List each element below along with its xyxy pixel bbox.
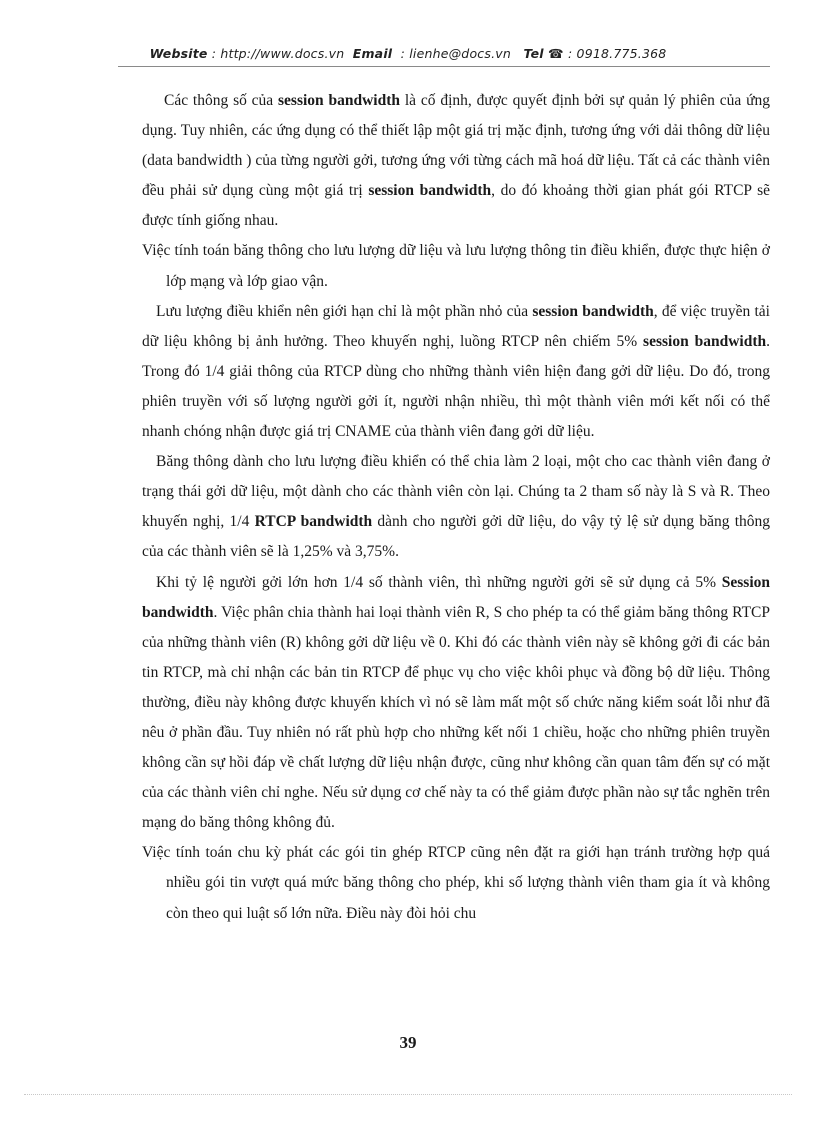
phone-icon: ☎ — [547, 46, 564, 61]
page-number: 39 — [399, 1033, 417, 1052]
paragraph-4: Băng thông dành cho lưu lượng điều khiển có thể chia làm 2 loại, một cho cac thành viên đang ở trạng thái gởi dữ liệu, một dành cho các thành viên còn lại. Chúng ta 2 tham số này là S và R. Theo khuyến nghị, 1/4 RTCP bandwidth dành cho người gởi dữ liệu, do vậy tỷ lệ sử dụng băng thông của các thành viên sẽ là 1,25% và 3,75%. — [142, 453, 770, 561]
paragraph-3: Lưu lượng điều khiển nên giới hạn chỉ là một phần nhỏ của session bandwidth, để việc truyền tải dữ liệu không bị ảnh hưởng. Theo khuyến nghị, luồng RTCP nên chiếm 5% session bandwidth. Trong đó 1/4 giải thông của RTCP dùng cho những thành viên hiện đang gởi dữ liệu. Do đó, trong phiên truyền với số lượng người gởi ít, người nhận nhiều, thì một thành viên mới kết nối có thể nhanh chóng nhận được giá trị CNAME của thành viên đang gởi dữ liệu. — [142, 302, 770, 441]
header-divider — [118, 66, 770, 67]
tel-number: : 0918.775.368 — [567, 46, 667, 61]
email-address[interactable]: : lienhe@docs.vn — [400, 46, 511, 61]
website-label: Website — [149, 46, 208, 61]
tel-label: Tel — [523, 46, 544, 61]
page-header — [0, 46, 816, 61]
paragraph-6: Việc tính toán chu kỳ phát các gói tin ghép RTCP cũng nên đặt ra giới hạn tránh trường hợp quá nhiều gói tin vượt quá mức băng thông cho phép, khi số lượng thành viên tham gia ít và không còn theo qui luật số lớn nữa. Điều này đòi hỏi chu — [142, 844, 770, 922]
document-body — [142, 86, 770, 929]
website-url[interactable]: : http://www.docs.vn — [211, 46, 345, 61]
paragraph-1: Các thông số của session bandwidth là cố định, được quyết định bởi sự quản lý phiên của ứng dụng. Tuy nhiên, các ứng dụng có thể thiết lập một giá trị mặc định, tương ứng với dải thông dữ liệu (data bandwidth ) của từng người gởi, tương ứng với từng cách mã hoá dữ liệu. Tất cả các thành viên đều phải sử dụng cùng một giá trị session bandwidth, do đó khoảng thời gian phát gói RTCP sẽ được tính giống nhau. — [142, 92, 770, 230]
paragraph-2: Việc tính toán băng thông cho lưu lượng dữ liệu và lưu lượng thông tin điều khiển, được thực hiện ở lớp mạng và lớp giao vận. — [142, 242, 770, 290]
email-label: Email — [352, 46, 393, 61]
paragraph-5: Khi tỷ lệ người gởi lớn hơn 1/4 số thành viên, thì những người gởi sẽ sử dụng cả 5% Session bandwidth. Việc phân chia thành hai loại thành viên R, S cho phép ta có thể giảm băng thông RTCP của những thành viên (R) không gởi dữ liệu về 0. Khi đó các thành viên này sẽ không gởi đi các bản tin RTCP, mà chỉ nhận các bản tin RTCP để phục vụ cho việc khôi phục và đồng bộ dữ liệu. Thông thường, điều này không được khuyến khích vì nó sẽ làm mất một số chức năng kiểm soát lỗi như đã nêu ở phần đầu. Tuy nhiên nó rất phù hợp cho những kết nối 1 chiều, hoặc cho những phiên truyền không cần sự hồi đáp về chất lượng dữ liệu nhận được, cũng như không cần quan tâm đến sự có mặt của các thành viên chỉ nghe. Nếu sử dụng cơ chế này ta có thể giảm được phần nào sự tắc nghẽn trên mạng do băng thông không đủ. — [142, 573, 770, 832]
footer-divider — [24, 1094, 792, 1095]
